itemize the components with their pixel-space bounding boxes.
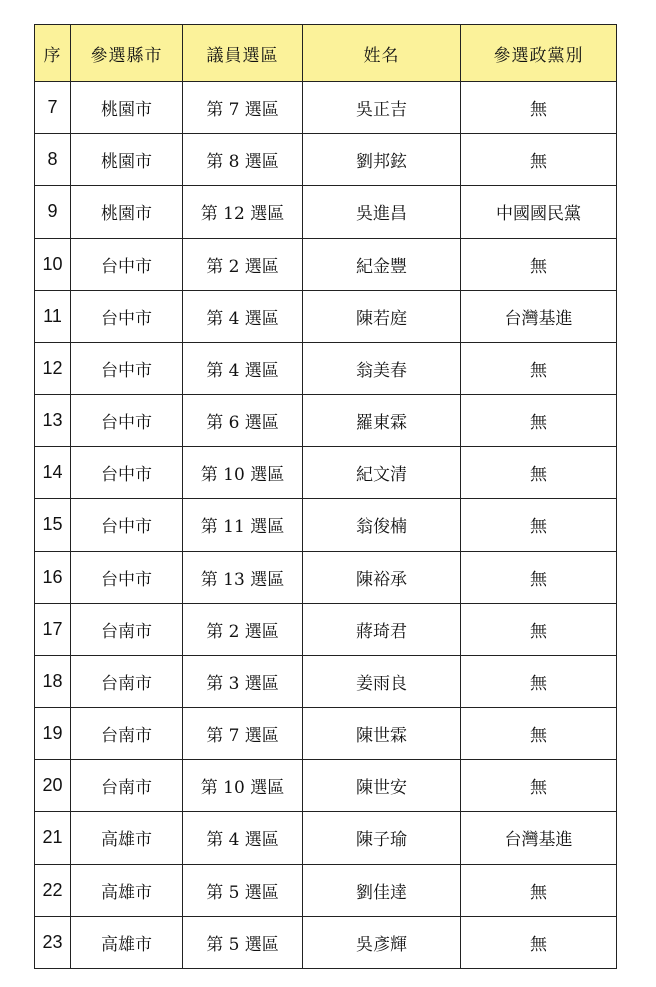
cell-district: 第 13 選區 (183, 551, 303, 603)
cell-party: 無 (461, 499, 617, 551)
cell-name: 蔣琦君 (303, 603, 461, 655)
cell-party: 無 (461, 82, 617, 134)
cell-party: 無 (461, 916, 617, 968)
cell-seq: 16 (35, 551, 71, 603)
cell-district: 第 12 選區 (183, 186, 303, 238)
table-row (35, 551, 617, 603)
cell-city: 高雄市 (71, 812, 183, 864)
cell-party: 無 (461, 447, 617, 499)
cell-name: 劉佳達 (303, 864, 461, 916)
header-city: 參選縣市 (71, 25, 183, 82)
cell-seq: 7 (35, 82, 71, 134)
header-row (35, 25, 617, 82)
header-seq: 序 (35, 25, 71, 82)
cell-name: 姜雨良 (303, 655, 461, 707)
table-header (35, 25, 617, 82)
cell-name: 紀金豐 (303, 238, 461, 290)
cell-name: 紀文清 (303, 447, 461, 499)
cell-name: 羅東霖 (303, 395, 461, 447)
cell-name: 翁美春 (303, 342, 461, 394)
cell-seq: 8 (35, 134, 71, 186)
cell-city: 台中市 (71, 238, 183, 290)
cell-party: 無 (461, 603, 617, 655)
cell-seq: 20 (35, 760, 71, 812)
table-row (35, 134, 617, 186)
cell-seq: 13 (35, 395, 71, 447)
cell-party: 無 (461, 864, 617, 916)
cell-district: 第 7 選區 (183, 708, 303, 760)
cell-party: 無 (461, 551, 617, 603)
cell-seq: 10 (35, 238, 71, 290)
cell-district: 第 6 選區 (183, 395, 303, 447)
cell-city: 台中市 (71, 551, 183, 603)
cell-seq: 15 (35, 499, 71, 551)
table-row (35, 342, 617, 394)
table-row (35, 760, 617, 812)
cell-city: 桃園市 (71, 134, 183, 186)
table-row (35, 82, 617, 134)
cell-district: 第 11 選區 (183, 499, 303, 551)
cell-city: 桃園市 (71, 186, 183, 238)
cell-seq: 17 (35, 603, 71, 655)
cell-party: 無 (461, 395, 617, 447)
cell-name: 吳進昌 (303, 186, 461, 238)
table-row (35, 655, 617, 707)
cell-district: 第 8 選區 (183, 134, 303, 186)
cell-name: 陳若庭 (303, 290, 461, 342)
cell-name: 陳子瑜 (303, 812, 461, 864)
cell-district: 第 2 選區 (183, 238, 303, 290)
table-row (35, 864, 617, 916)
cell-name: 劉邦鉉 (303, 134, 461, 186)
cell-name: 吳彥輝 (303, 916, 461, 968)
table-body (35, 82, 617, 969)
cell-city: 台中市 (71, 342, 183, 394)
cell-city: 台南市 (71, 603, 183, 655)
header-name: 姓名 (303, 25, 461, 82)
cell-party: 台灣基進 (461, 290, 617, 342)
cell-seq: 18 (35, 655, 71, 707)
header-party: 參選政黨別 (461, 25, 617, 82)
cell-seq: 9 (35, 186, 71, 238)
cell-city: 台中市 (71, 290, 183, 342)
table-row (35, 395, 617, 447)
cell-district: 第 7 選區 (183, 82, 303, 134)
cell-district: 第 3 選區 (183, 655, 303, 707)
cell-district: 第 5 選區 (183, 916, 303, 968)
table-row (35, 238, 617, 290)
candidate-table (34, 24, 617, 969)
cell-party: 中國國民黨 (461, 186, 617, 238)
table-row (35, 447, 617, 499)
cell-seq: 21 (35, 812, 71, 864)
cell-seq: 22 (35, 864, 71, 916)
cell-district: 第 10 選區 (183, 760, 303, 812)
table-row (35, 290, 617, 342)
cell-seq: 11 (35, 290, 71, 342)
cell-district: 第 4 選區 (183, 812, 303, 864)
cell-city: 台中市 (71, 395, 183, 447)
table-row (35, 603, 617, 655)
cell-party: 無 (461, 655, 617, 707)
cell-city: 台南市 (71, 708, 183, 760)
cell-district: 第 2 選區 (183, 603, 303, 655)
cell-seq: 14 (35, 447, 71, 499)
cell-seq: 12 (35, 342, 71, 394)
cell-name: 吳正吉 (303, 82, 461, 134)
header-district: 議員選區 (183, 25, 303, 82)
cell-district: 第 4 選區 (183, 342, 303, 394)
cell-city: 高雄市 (71, 864, 183, 916)
cell-party: 無 (461, 134, 617, 186)
cell-name: 陳世霖 (303, 708, 461, 760)
cell-city: 台南市 (71, 760, 183, 812)
cell-seq: 19 (35, 708, 71, 760)
cell-city: 台中市 (71, 499, 183, 551)
table-row (35, 499, 617, 551)
cell-party: 無 (461, 760, 617, 812)
cell-district: 第 5 選區 (183, 864, 303, 916)
cell-city: 高雄市 (71, 916, 183, 968)
cell-city: 台南市 (71, 655, 183, 707)
table-row (35, 708, 617, 760)
cell-party: 無 (461, 708, 617, 760)
cell-district: 第 10 選區 (183, 447, 303, 499)
cell-party: 無 (461, 342, 617, 394)
cell-city: 台中市 (71, 447, 183, 499)
cell-party: 無 (461, 238, 617, 290)
cell-name: 翁俊楠 (303, 499, 461, 551)
cell-name: 陳世安 (303, 760, 461, 812)
table-row (35, 812, 617, 864)
table-row (35, 916, 617, 968)
candidate-table-container (34, 24, 616, 969)
cell-seq: 23 (35, 916, 71, 968)
cell-party: 台灣基進 (461, 812, 617, 864)
cell-district: 第 4 選區 (183, 290, 303, 342)
cell-name: 陳裕承 (303, 551, 461, 603)
table-row (35, 186, 617, 238)
cell-city: 桃園市 (71, 82, 183, 134)
